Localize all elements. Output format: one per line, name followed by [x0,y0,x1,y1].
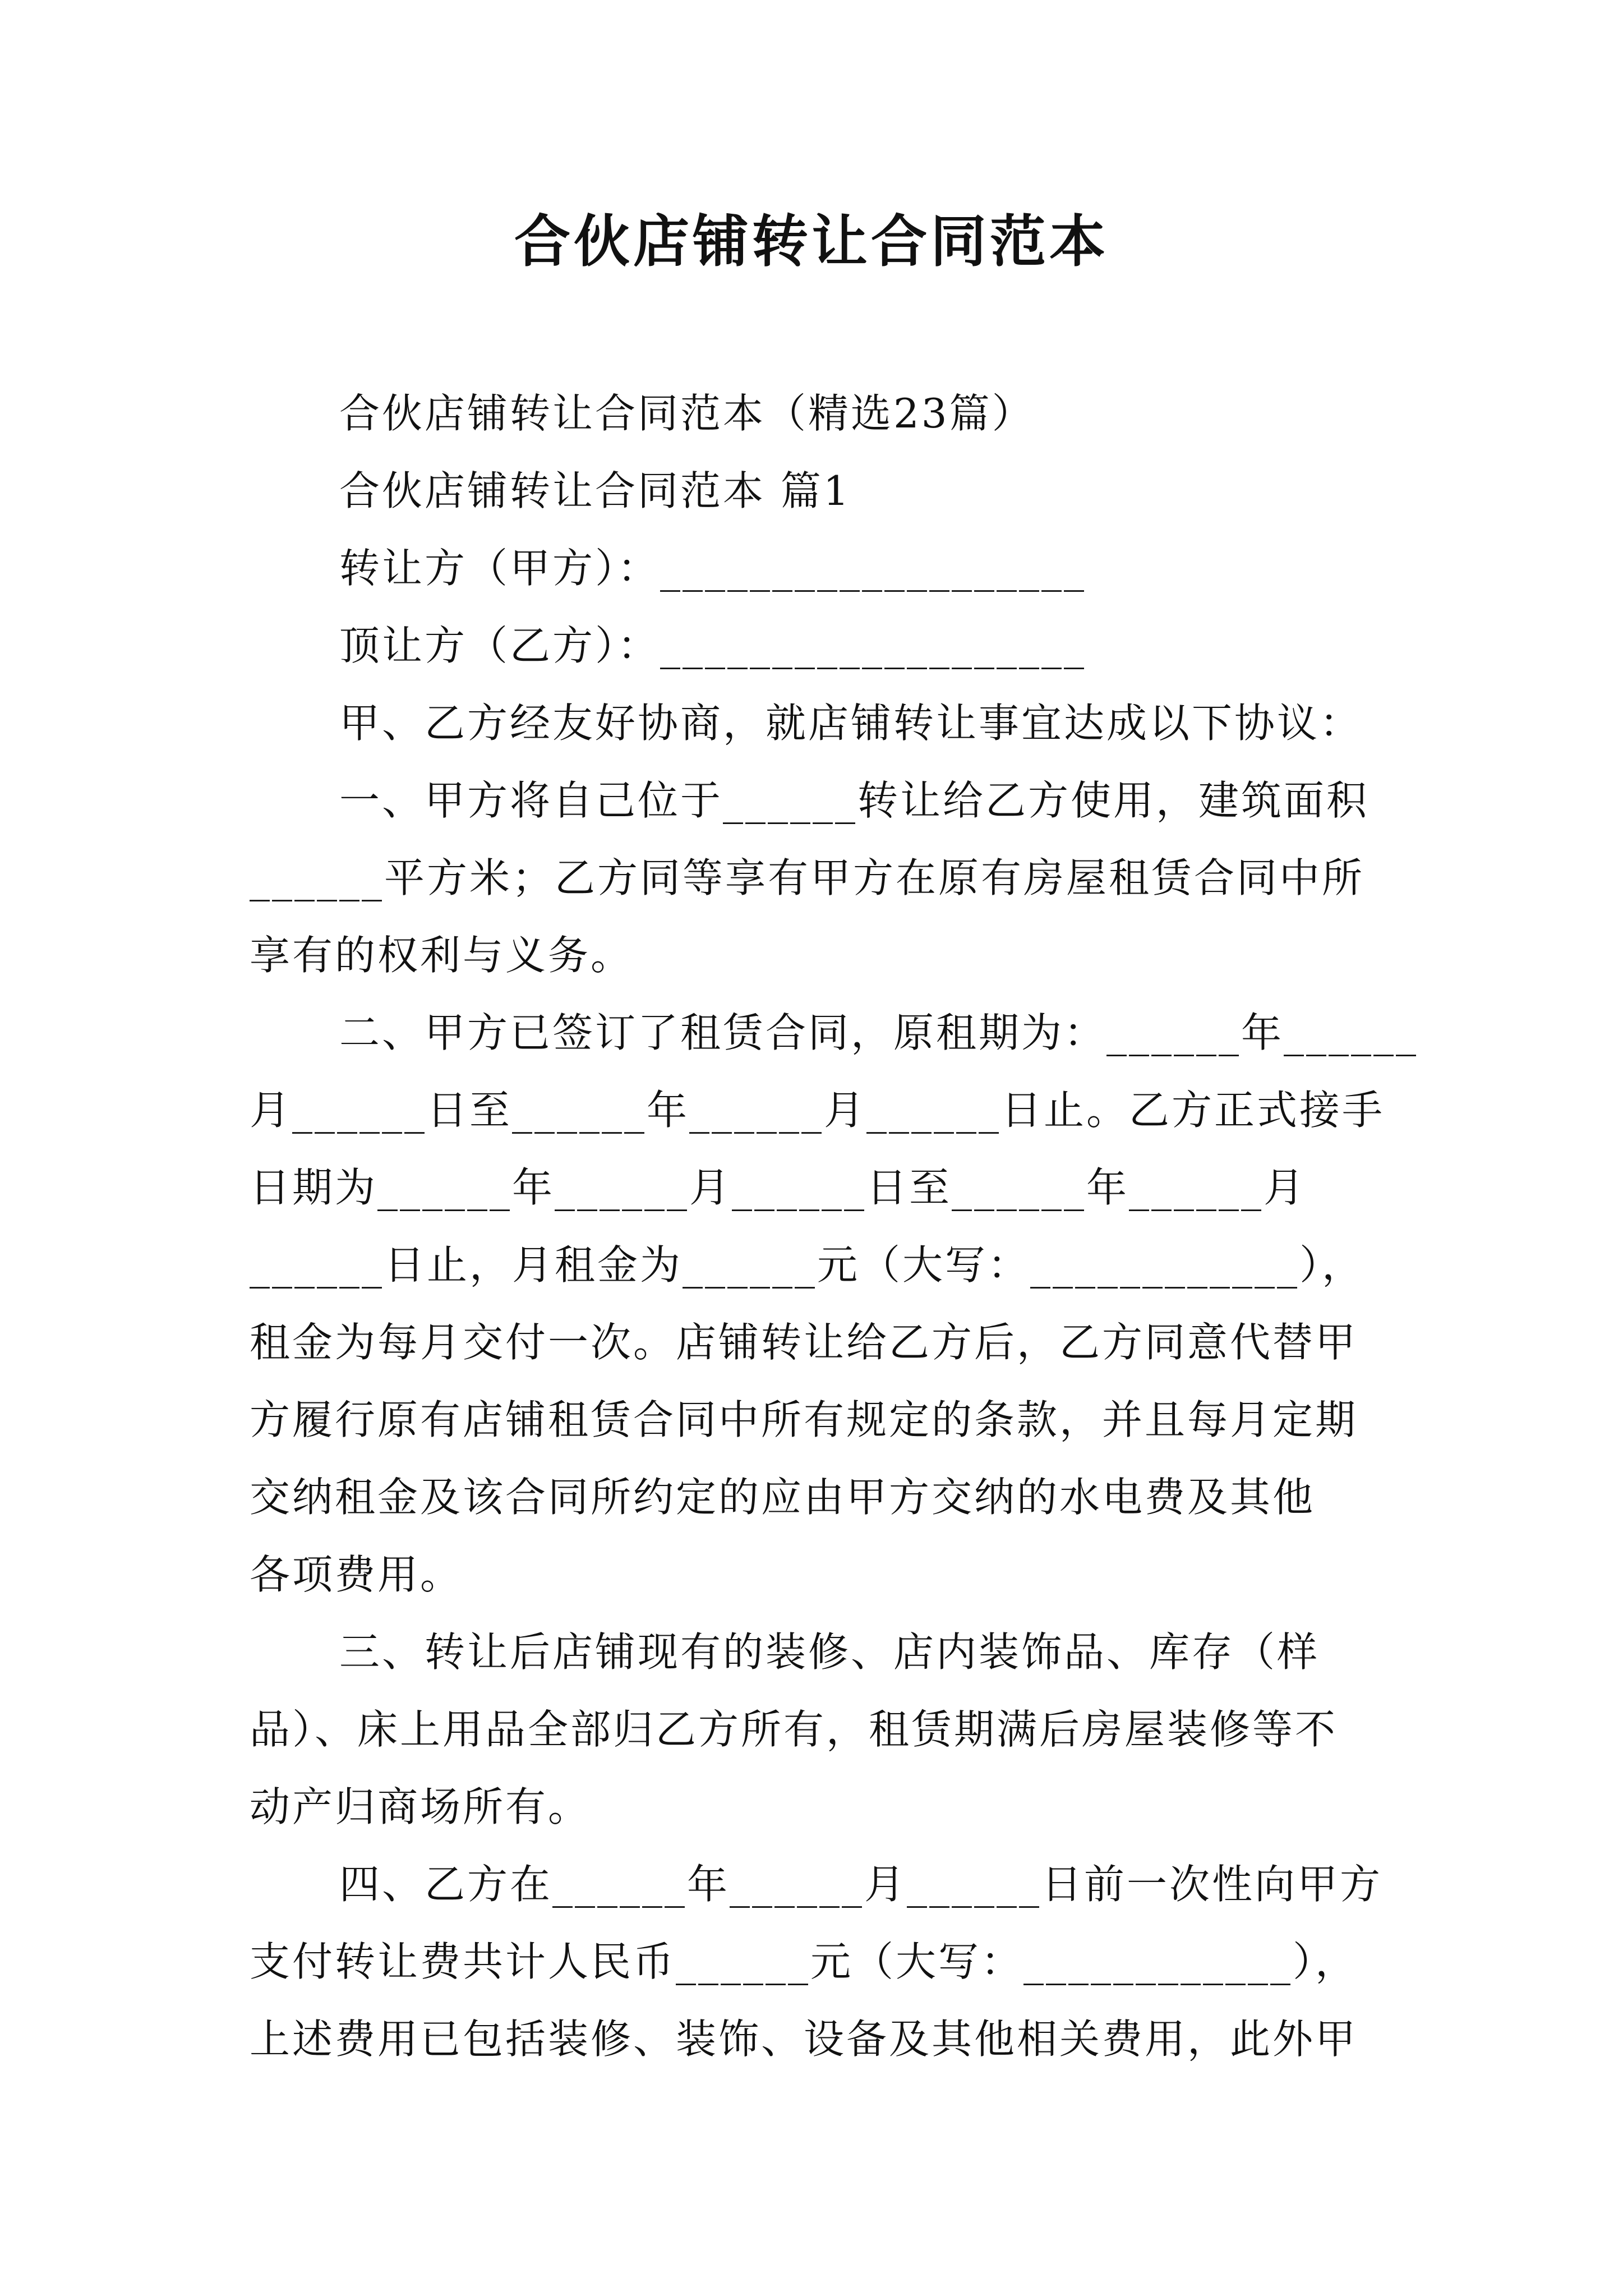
text-line: 品）、床上用品全部归乙方所有，租赁期满后房屋装修等不 [250,1706,1338,1753]
text-line: 三、转让后店铺现有的装修、店内装饰品、库存（样 [339,1628,1320,1676]
document-body [250,375,1419,2078]
text-line: 各项费用。 [250,1551,463,1598]
text-line: 租金为每月交付一次。店铺转让给乙方后，乙方同意代替甲 [250,1319,1358,1366]
text-line: ______平方米；乙方同等享有甲方在原有房屋租赁合同中所 [250,854,1365,901]
text-line: 顶让方（乙方）：___________________ [339,622,1087,669]
text-line: 一、甲方将自己位于______转让给乙方使用，建筑面积 [339,777,1370,824]
text-line: 支付转让费共计人民币______元（大写：____________）， [250,1938,1358,1985]
text-line: 交纳租金及该合同所约定的应由甲方交纳的水电费及其他 [250,1474,1316,1521]
text-line: ______日止，月租金为______元（大写：____________）， [250,1241,1365,1289]
text-line: 转让方（甲方）：___________________ [339,545,1087,592]
text-line: 合伙店铺转让合同范本（精选23篇） [339,390,1035,437]
text-line: 方履行原有店铺租赁合同中所有规定的条款，并且每月定期 [250,1396,1358,1443]
text-line: 四、乙方在______年______月______日前一次性向甲方 [339,1861,1383,1908]
text-line: 合伙店铺转让合同范本 篇1 [339,467,851,514]
text-line: 动产归商场所有。 [250,1783,591,1830]
text-line: 享有的权利与义务。 [250,932,634,979]
text-line: 日期为______年______月______日至______年______月 [250,1164,1307,1211]
document-title: 合伙店铺转让合同范本 [514,208,1109,274]
text-line: 甲、乙方经友好协商，就店铺转让事宜达成以下协议： [339,700,1363,747]
text-line: 月______日至______年______月______日止。乙方正式接手 [250,1087,1385,1134]
text-line: 上述费用已包括装修、装饰、设备及其他相关费用，此外甲 [250,2016,1358,2063]
text-line: 二、甲方已签订了租赁合同，原租期为：______年______ [339,1009,1419,1056]
